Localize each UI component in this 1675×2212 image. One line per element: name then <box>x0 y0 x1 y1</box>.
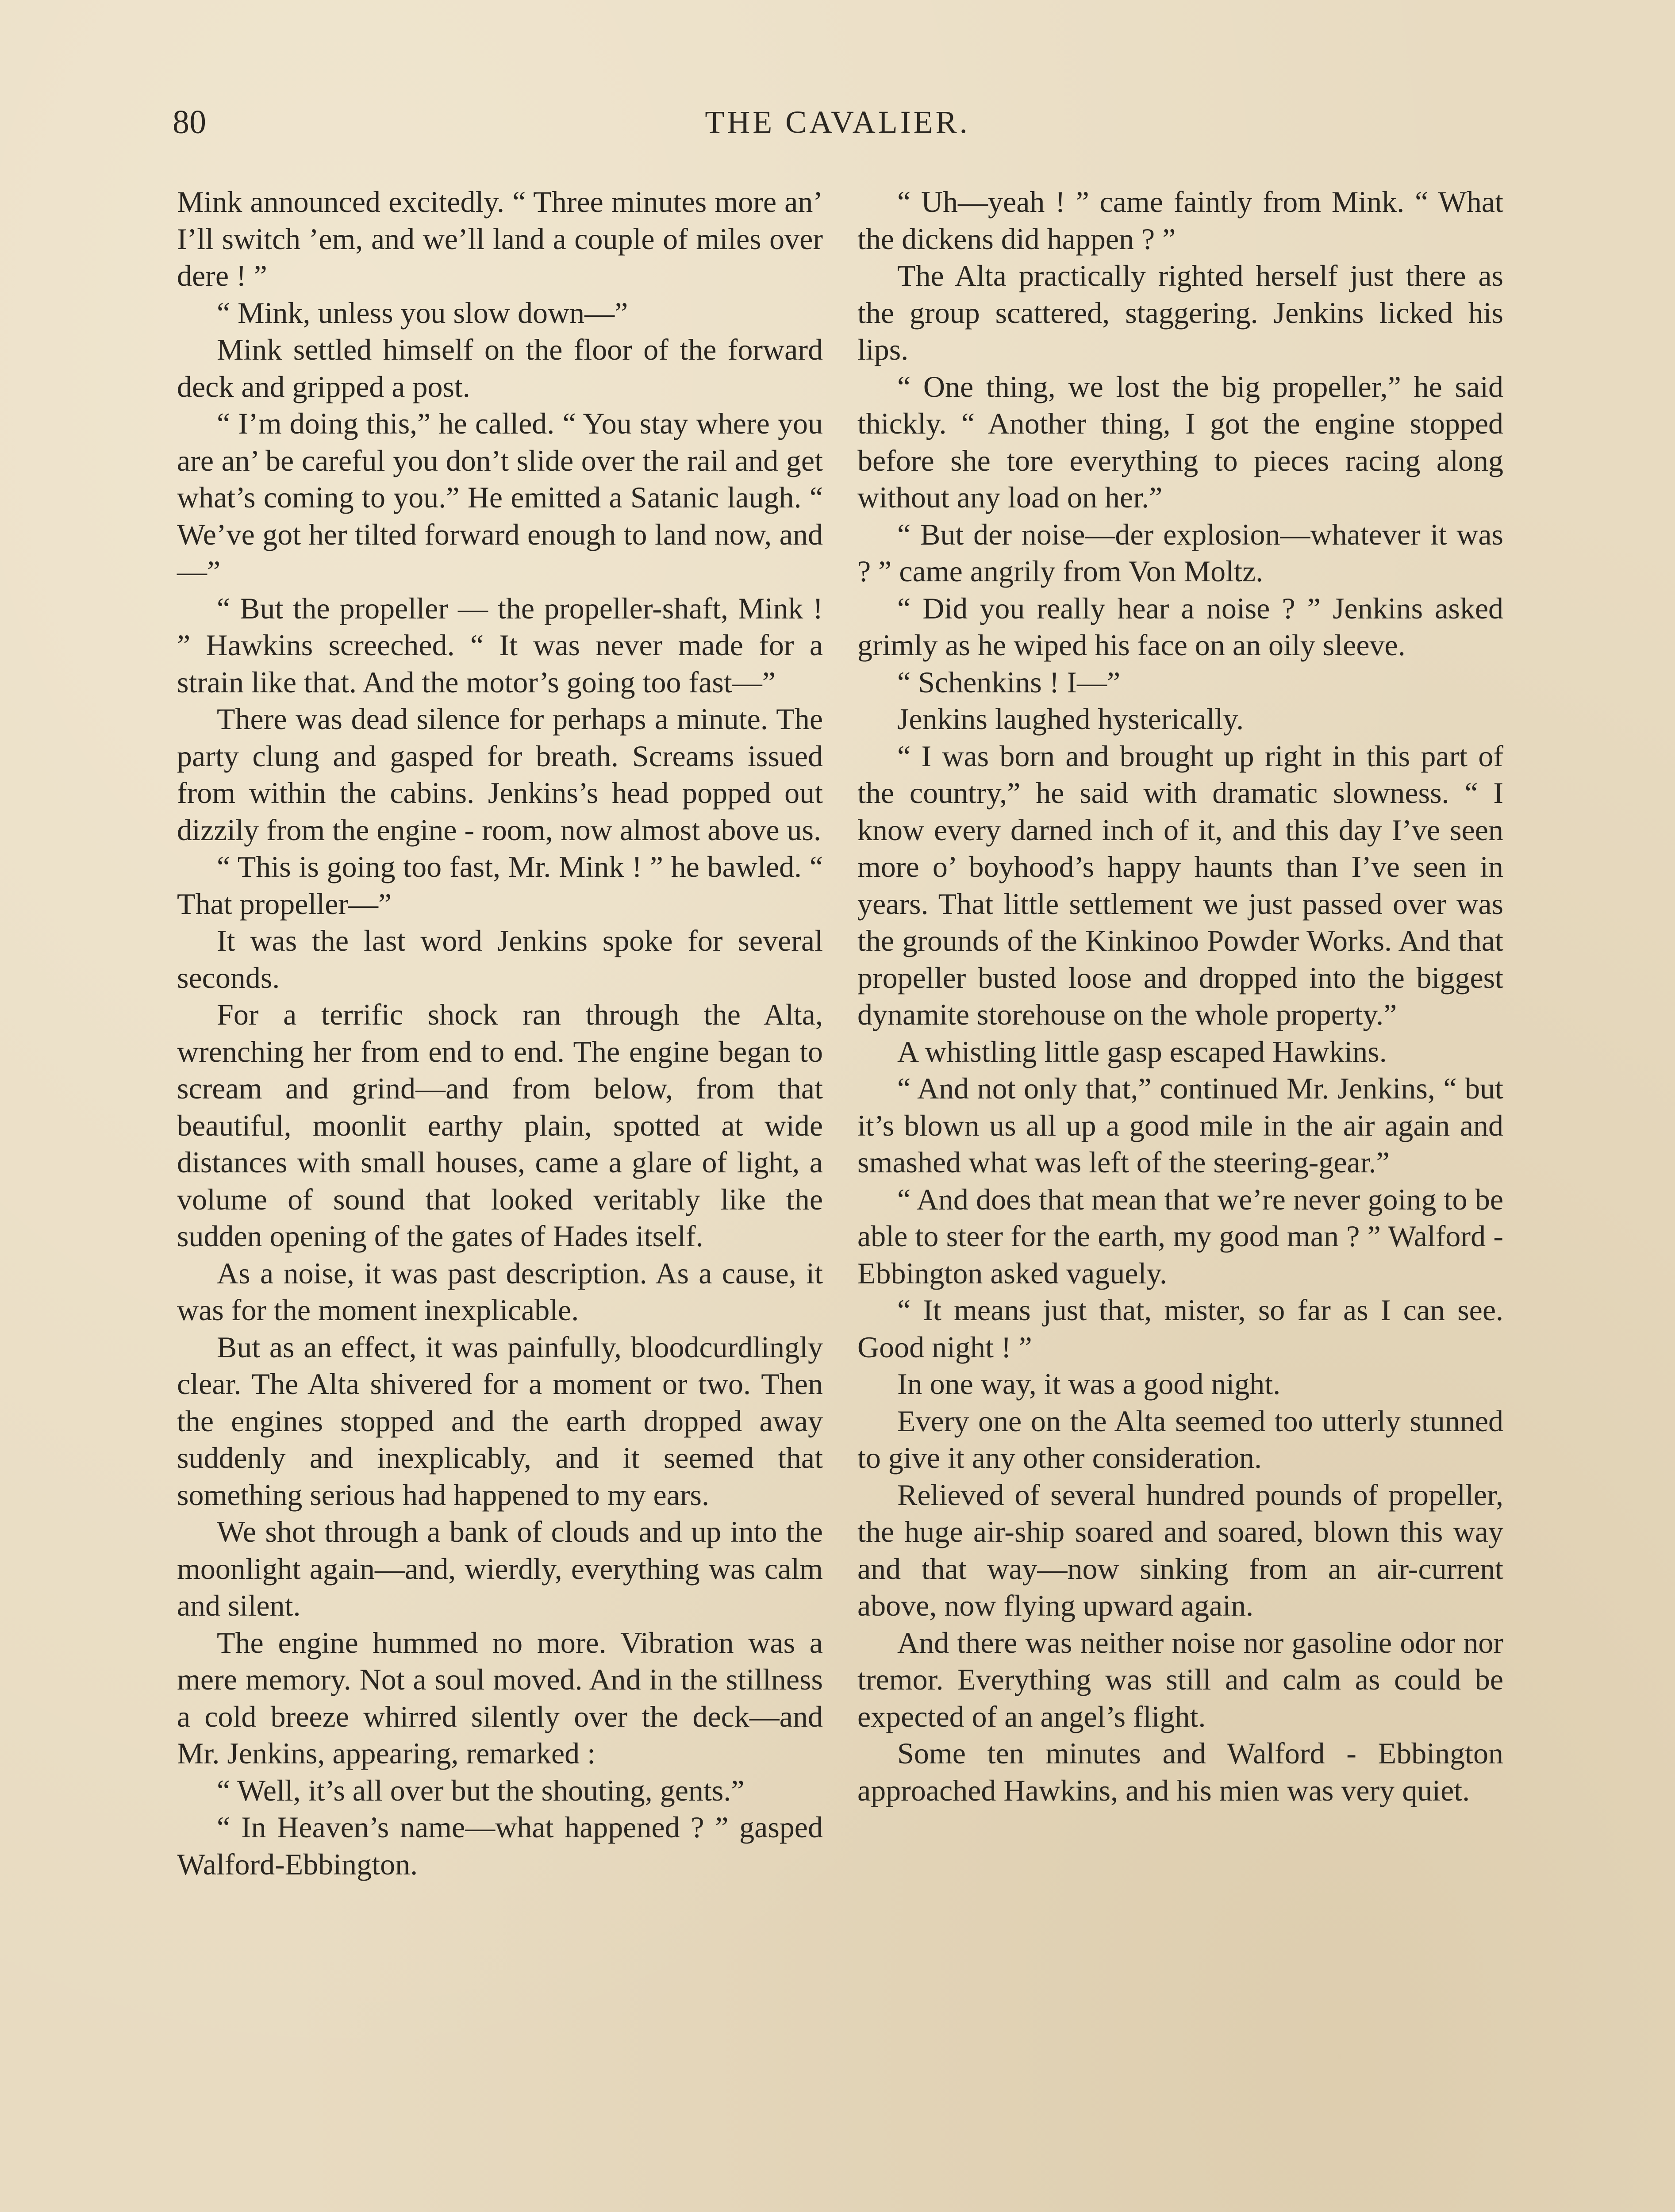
paragraph: And there was neither noise nor gasoline odor nor tremor. Everything was still and calm as could be expected of an angel’s flight. <box>857 1625 1503 1733</box>
paragraph: “ Schenkins ! I—” <box>897 665 1121 699</box>
paragraph: Relieved of several hundred pounds of propeller, the huge air-ship soared and soared, blown this way and that way—now sinking from an air-current above, now flying upward again. <box>857 1478 1503 1622</box>
paragraph: In one way, it was a good night. <box>897 1367 1281 1401</box>
paragraph: “ Did you really hear a noise ? ” Jenkins asked grimly as he wiped his face on an oily sleeve. <box>857 591 1503 662</box>
left-column <box>177 184 823 1883</box>
paragraph: As a noise, it was past description. As a cause, it was for the moment inexplicable. <box>177 1256 823 1327</box>
paragraph: “ I’m doing this,” he called. “ You stay where you are an’ be careful you don’t slide over the rail and get what’s coming to you.” He emitted a Satanic laugh. “ We’ve got her tilted forward enough to land now, and—” <box>177 407 823 588</box>
paragraph: “ In Heaven’s name—what happened ? ” gasped Walford-Ebbington. <box>177 1810 823 1881</box>
paragraph: “ Mink, unless you slow down—” <box>217 296 628 330</box>
paragraph: Some ten minutes and Walford - Ebbington approached Hawkins, and his mien was very quiet. <box>857 1736 1503 1807</box>
paragraph: “ It means just that, mister, so far as I can see. Good night ! ” <box>857 1293 1503 1364</box>
paragraph: “ Well, it’s all over but the shouting, gents.” <box>217 1773 745 1807</box>
paragraph: “ I was born and brought up right in this part of the country,” he said with dramatic slowness. “ I know every darned inch of it, and this day I’ve seen more o’ boyhood’s happy haunts than I’ve seen in years. That little settlement we just passed over was the grounds of the Kinkinoo Powder Works. And that propeller busted loose and dropped into the biggest dynamite storehouse on the whole property.” <box>857 739 1503 1031</box>
page-number: 80 <box>173 104 206 141</box>
paragraph: Every one on the Alta seemed too utterly stunned to give it any other consideration. <box>857 1404 1503 1475</box>
paragraph: “ But the propeller — the propeller-shaft, Mink ! ” Hawkins screeched. “ It was never made for a strain like that. And the motor’s going too fast—” <box>177 591 823 699</box>
paragraph: “ And not only that,” continued Mr. Jenkins, “ but it’s blown us all up a good mile in the air again and smashed what was left of the steering-gear.” <box>857 1071 1503 1179</box>
paragraph: Mink announced excitedly. “ Three minutes more an’ I’ll switch ’em, and we’ll land a couple of miles over dere ! ” <box>177 185 823 292</box>
paragraph: For a terrific shock ran through the Alta, wrenching her from end to end. The engine began to scream and grind—and from below, from that beautiful, moonlit earthy plain, spotted at wide distances with small houses, came a glare of light, a volume of sound that looked veritably like the sudden opening of the gates of Hades itself. <box>177 998 823 1253</box>
paragraph: But as an effect, it was painfully, bloodcurdlingly clear. The Alta shivered for a moment or two. Then the engines stopped and the earth dropped away suddenly and inexplicably, and it seemed that something serious had happened to my ears. <box>177 1330 823 1512</box>
paragraph: “ But der noise—der explosion—whatever it was ? ” came angrily from Von Moltz. <box>857 517 1503 588</box>
paragraph: Mink settled himself on the floor of the forward deck and gripped a post. <box>177 333 823 403</box>
paragraph: A whistling little gasp escaped Hawkins. <box>897 1034 1387 1068</box>
paragraph: “ Uh—yeah ! ” came faintly from Mink. “ What the dickens did happen ? ” <box>857 185 1503 256</box>
paragraph: “ One thing, we lost the big propeller,” he said thickly. “ Another thing, I got the engine stopped before she tore everything to pieces racing along without any load on her.” <box>857 369 1503 514</box>
paragraph: It was the last word Jenkins spoke for several seconds. <box>177 924 823 995</box>
paragraph: “ And does that mean that we’re never going to be able to steer for the earth, my good man ? ” Walford - Ebbington asked vaguely. <box>857 1182 1503 1290</box>
paragraph: “ This is going too fast, Mr. Mink ! ” he bawled. “ That propeller—” <box>177 850 823 921</box>
right-column <box>857 184 1503 1809</box>
paragraph: Jenkins laughed hysterically. <box>897 702 1244 736</box>
paragraph: There was dead silence for perhaps a minute. The party clung and gasped for breath. Screams issued from within the cabins. Jenkins’s head popped out dizzily from the engine - room, now almost above us. <box>177 702 823 847</box>
paragraph: The engine hummed no more. Vibration was a mere memory. Not a soul moved. And in the stillness a cold breeze whirred silently over the deck—and Mr. Jenkins, appearing, remarked : <box>177 1625 823 1770</box>
running-title: THE CAVALIER. <box>705 104 970 140</box>
paragraph: The Alta practically righted herself just there as the group scattered, staggering. Jenkins licked his lips. <box>857 259 1503 366</box>
paragraph: We shot through a bank of clouds and up into the moonlight again—and, wierdly, everything was calm and silent. <box>177 1515 823 1622</box>
